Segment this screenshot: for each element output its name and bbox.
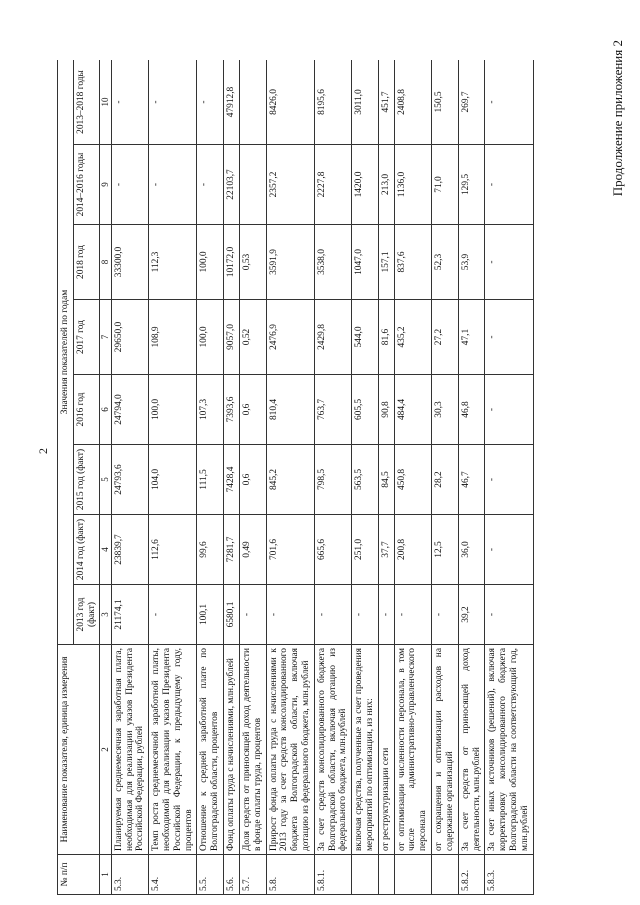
value-cell: 1420,0 [352, 145, 379, 225]
value-cell: - [485, 515, 533, 585]
value-cell: 213,0 [378, 145, 394, 225]
value-cell: 2408,8 [394, 60, 431, 145]
value-cell: 100,0 [149, 375, 197, 445]
value-cell: 100,0 [197, 225, 224, 300]
value-cell: 701,6 [266, 515, 314, 585]
value-cell: 0,52 [239, 300, 266, 375]
value-cell: - [239, 585, 266, 645]
row-number [394, 855, 431, 895]
value-cell: 157,1 [378, 225, 394, 300]
value-cell: 0,6 [239, 375, 266, 445]
column-index: 1 [100, 855, 111, 895]
indicator-name: За счет средств от приносящей доход деятельности, млн.рублей [458, 645, 485, 855]
table-row [432, 60, 459, 895]
value-cell: 251,0 [352, 515, 379, 585]
value-cell: 27,2 [432, 300, 459, 375]
header-values-group: Значения показателей по годам [58, 60, 74, 645]
value-cell: - [485, 300, 533, 375]
value-cell: 84,5 [378, 445, 394, 515]
value-cell: 544,0 [352, 300, 379, 375]
value-cell: - [149, 585, 197, 645]
value-cell: 837,6 [394, 225, 431, 300]
value-cell: 8195,6 [314, 60, 351, 145]
value-cell: 435,2 [394, 300, 431, 375]
value-cell: - [378, 585, 394, 645]
indicator-name: Фонд оплаты труда с начислениями, млн.рублей [224, 645, 240, 855]
value-cell: 200,8 [394, 515, 431, 585]
value-cell: 108,9 [149, 300, 197, 375]
value-cell: 798,5 [314, 445, 351, 515]
indicator-name: включая средства, полученные за счет проведения мероприятий по оптимизации, из них: [352, 645, 379, 855]
column-index: 4 [100, 515, 111, 585]
value-cell: 845,2 [266, 445, 314, 515]
indicators-table [57, 60, 534, 895]
table-row [352, 60, 379, 895]
header-year: 2013–2018 годы [73, 60, 100, 145]
row-number [352, 855, 379, 895]
row-number: 5.8.3. [485, 855, 533, 895]
value-cell: 52,3 [432, 225, 459, 300]
value-cell: 3591,9 [266, 225, 314, 300]
header-name: Наименование показателя, единица измерения [58, 645, 100, 855]
value-cell: 21174,1 [111, 585, 148, 645]
row-number: 5.6. [224, 855, 240, 895]
value-cell: 46,8 [458, 375, 485, 445]
value-cell: 763,7 [314, 375, 351, 445]
indicator-name: Прирост фонда оплаты труда с начислениями к 2013 году за счет средств консолидированного бюджета Волгоградской области, включая дотацию из федерального бюджета, млн.рублей [266, 645, 314, 855]
value-cell: 100,1 [197, 585, 224, 645]
value-cell: - [314, 585, 351, 645]
value-cell: 7281,7 [224, 515, 240, 585]
value-cell: - [432, 585, 459, 645]
value-cell: 33300,0 [111, 225, 148, 300]
value-cell: 0,6 [239, 445, 266, 515]
value-cell: - [197, 145, 224, 225]
value-cell: 39,2 [458, 585, 485, 645]
value-cell: 47,1 [458, 300, 485, 375]
value-cell: 1047,0 [352, 225, 379, 300]
value-cell: 36,0 [458, 515, 485, 585]
table-container [57, 60, 620, 895]
value-cell: 7428,4 [224, 445, 240, 515]
value-cell: 24793,6 [111, 445, 148, 515]
value-cell: 563,5 [352, 445, 379, 515]
value-cell: 30,3 [432, 375, 459, 445]
indicator-name: Отношение к средней заработной плате по Волгоградской области, процентов [197, 645, 224, 855]
indicator-name: Темп роста среднемесячной заработной платы, необходимой для реализации указов Президента Российской Федерации, к предыдущему году, процентов [149, 645, 197, 855]
value-cell: 810,4 [266, 375, 314, 445]
value-cell: 451,7 [378, 60, 394, 145]
row-number: 5.7. [239, 855, 266, 895]
table-row [378, 60, 394, 895]
value-cell [239, 60, 266, 145]
table-row [111, 60, 148, 895]
value-cell: 10172,0 [224, 225, 240, 300]
table-row [394, 60, 431, 895]
table-row [458, 60, 485, 895]
indicator-name: Планируемая среднемесячная заработная плата, необходимая для реализации указов Президента Российской Федерации, рублей [111, 645, 148, 855]
header-year: 2014–2016 годы [73, 145, 100, 225]
header-year: 2018 год [73, 225, 100, 300]
value-cell: - [149, 60, 197, 145]
value-cell: 81,6 [378, 300, 394, 375]
table-row [485, 60, 533, 895]
row-number: 5.8.1. [314, 855, 351, 895]
table-row [149, 60, 197, 895]
value-cell: 665,6 [314, 515, 351, 585]
table-row [197, 60, 224, 895]
value-cell: 2227,8 [314, 145, 351, 225]
header-year: 2013 год (факт) [73, 585, 100, 645]
continuation-label: Продолжение приложения 2 [610, 40, 625, 197]
value-cell: 1136,0 [394, 145, 431, 225]
table-row [266, 60, 314, 895]
value-cell: 2429,8 [314, 300, 351, 375]
column-index: 9 [100, 145, 111, 225]
value-cell: 0,49 [239, 515, 266, 585]
value-cell [239, 145, 266, 225]
value-cell: 2476,9 [266, 300, 314, 375]
value-cell: 99,6 [197, 515, 224, 585]
value-cell: 3011,0 [352, 60, 379, 145]
page-number: 2 [36, 448, 50, 454]
indicator-name: от оптимизации численности персонала, в том числе административно-управленческого персонала [394, 645, 431, 855]
value-cell: 47912,8 [224, 60, 240, 145]
row-number: 5.3. [111, 855, 148, 895]
value-cell: 12,5 [432, 515, 459, 585]
header-year: 2015 год (факт) [73, 445, 100, 515]
value-cell: 129,5 [458, 145, 485, 225]
header-year: 2014 год (факт) [73, 515, 100, 585]
value-cell: 100,0 [197, 300, 224, 375]
value-cell: 9057,0 [224, 300, 240, 375]
table-row [224, 60, 240, 895]
value-cell: - [149, 145, 197, 225]
value-cell: 28,2 [432, 445, 459, 515]
value-cell: 37,7 [378, 515, 394, 585]
header-year: 2016 год [73, 375, 100, 445]
value-cell: 8426,0 [266, 60, 314, 145]
column-index: 7 [100, 300, 111, 375]
column-index: 3 [100, 585, 111, 645]
value-cell: 29650,0 [111, 300, 148, 375]
value-cell: 112,3 [149, 225, 197, 300]
value-cell: 6580,1 [224, 585, 240, 645]
indicator-name: За счет иных источников (решений), включая корректировку консолидированного бюджета Волгоградской области на соответствующий год, млн.рублей [485, 645, 533, 855]
value-cell: - [485, 375, 533, 445]
value-cell: 90,8 [378, 375, 394, 445]
row-number: 5.8. [266, 855, 314, 895]
value-cell: 7393,6 [224, 375, 240, 445]
column-index: 6 [100, 375, 111, 445]
value-cell: 0,53 [239, 225, 266, 300]
indicator-name: от реструктуризации сети [378, 645, 394, 855]
value-cell: 150,5 [432, 60, 459, 145]
value-cell: - [485, 445, 533, 515]
indicator-name: За счет средств консолидированного бюджета Волгоградской области, включая дотацию из федерального бюджета, млн.рублей [314, 645, 351, 855]
column-index: 2 [100, 645, 111, 855]
header-year: 2017 год [73, 300, 100, 375]
value-cell: 112,6 [149, 515, 197, 585]
value-cell: 71,0 [432, 145, 459, 225]
value-cell: 269,7 [458, 60, 485, 145]
value-cell: 24794,0 [111, 375, 148, 445]
row-number: 5.8.2. [458, 855, 485, 895]
value-cell: - [111, 60, 148, 145]
value-cell: 104,0 [149, 445, 197, 515]
value-cell: 450,8 [394, 445, 431, 515]
value-cell: - [266, 585, 314, 645]
value-cell: 22103,7 [224, 145, 240, 225]
rotated-table-area [57, 60, 620, 895]
value-cell: 46,7 [458, 445, 485, 515]
value-cell: 3538,0 [314, 225, 351, 300]
value-cell: 23839,7 [111, 515, 148, 585]
value-cell: 111,5 [197, 445, 224, 515]
indicator-name: Доля средств от приносящей доход деятельности в фонде оплаты труда, процентов [239, 645, 266, 855]
value-cell: 107,3 [197, 375, 224, 445]
row-number [432, 855, 459, 895]
row-number: 5.5. [197, 855, 224, 895]
indicator-name: от сокращения и оптимизации расходов на содержание организаций [432, 645, 459, 855]
value-cell: - [485, 225, 533, 300]
column-index: 5 [100, 445, 111, 515]
value-cell: - [111, 145, 148, 225]
table-row [239, 60, 266, 895]
value-cell: 53,9 [458, 225, 485, 300]
value-cell: 605,5 [352, 375, 379, 445]
value-cell: - [197, 60, 224, 145]
column-index: 8 [100, 225, 111, 300]
value-cell: 2357,2 [266, 145, 314, 225]
value-cell: - [485, 585, 533, 645]
value-cell: - [485, 145, 533, 225]
value-cell: - [394, 585, 431, 645]
value-cell: - [352, 585, 379, 645]
table-row [314, 60, 351, 895]
row-number [378, 855, 394, 895]
row-number: 5.4. [149, 855, 197, 895]
column-index: 10 [100, 60, 111, 145]
value-cell: - [485, 60, 533, 145]
header-no: № п/п [58, 855, 100, 895]
value-cell: 484,4 [394, 375, 431, 445]
